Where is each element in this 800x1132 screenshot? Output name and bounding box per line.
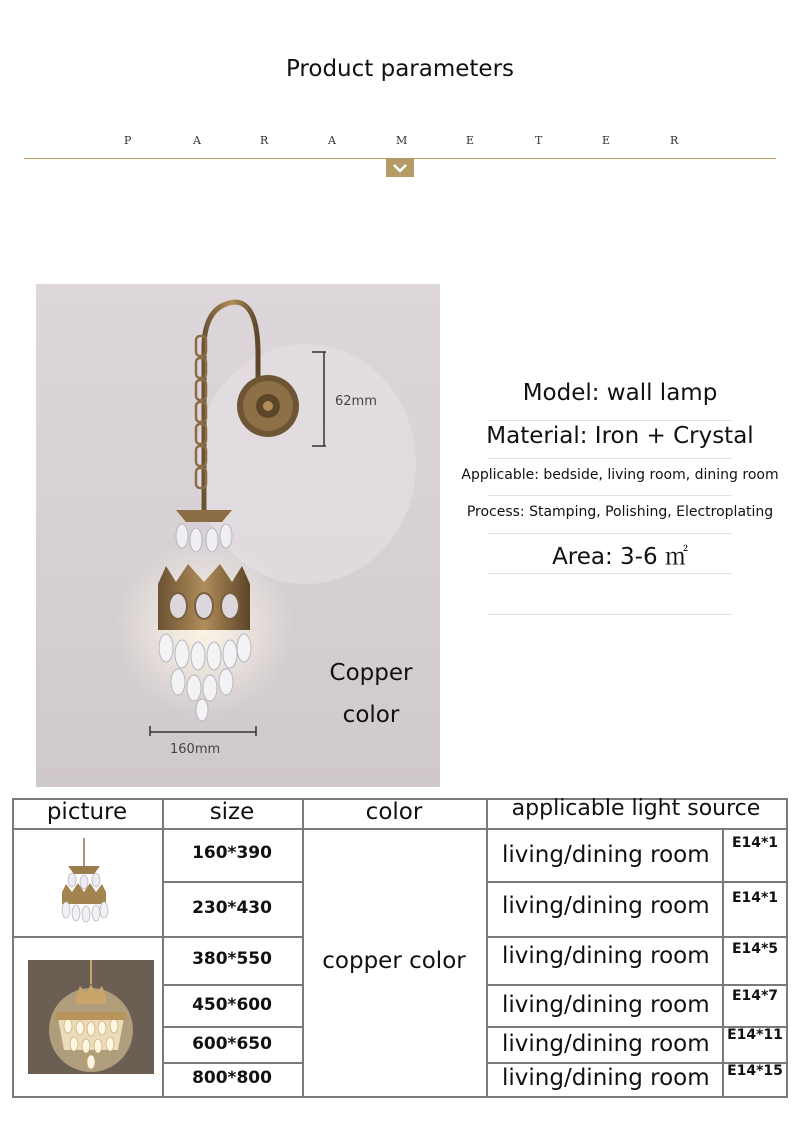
spec-divider [488,533,732,534]
color-value: copper color [322,948,466,974]
subtitle-letter: R [670,134,679,147]
small-lamp-thumbnail [34,838,134,928]
light-source-cell: E14*15 [727,1063,783,1079]
light-source-cell: E14*11 [727,1027,783,1043]
header-picture: picture [46,799,128,825]
large-chandelier-thumbnail [28,960,154,1074]
table-border [162,984,302,986]
size-cell: 450*600 [192,995,272,1015]
size-cell: 600*650 [192,1034,272,1054]
table-border [486,936,788,938]
table-border [786,798,788,1098]
spec-divider [488,614,732,615]
spec-material: Material: Iron + Crystal [486,423,754,449]
light-source-cell: E14*5 [731,941,779,957]
subtitle-letter: E [602,134,611,147]
color-label [316,652,426,736]
page-title: Product parameters [285,56,515,82]
table-border [486,798,488,1098]
table-border [162,881,302,883]
table-border [486,984,788,986]
spec-applicable: Applicable: bedside, living room, dining room [461,467,779,483]
room-cell: living/dining room [502,842,710,868]
spec-area: Area: 3-6 ㎡ [552,544,688,570]
light-source-cell: E14*1 [731,890,779,906]
table-border [12,1096,788,1098]
header-size: size [209,799,255,825]
parameter-subtitle [0,134,800,148]
size-cell: 380*550 [192,949,272,969]
subtitle-letter: M [396,134,408,147]
table-border [162,1026,302,1028]
table-border [12,936,302,938]
color-label-line2: color [342,702,400,728]
height-dimension-label: 62mm [335,394,377,409]
table-border [162,1062,302,1064]
color-label-line1: Copper [329,660,413,686]
table-border [486,881,788,883]
subtitle-letter: A [328,134,336,147]
subtitle-letter: R [260,134,269,147]
spec-divider [488,495,732,496]
header-light-source: applicable light source [511,796,761,821]
subtitle-letter: P [124,134,132,147]
spec-divider [488,573,732,574]
spec-divider [488,420,732,421]
room-cell: living/dining room [502,1065,710,1091]
subtitle-letter: A [193,134,201,147]
spec-divider [488,458,732,459]
subtitle-letter: E [466,134,475,147]
header-color: color [365,799,423,825]
table-border [12,798,14,1098]
size-cell: 160*390 [192,843,272,863]
room-cell: living/dining room [502,992,710,1018]
subtitle-letter: T [535,134,543,147]
room-cell: living/dining room [502,943,710,969]
light-source-cell: E14*7 [731,988,779,1004]
table-border [722,828,724,1098]
spec-model: Model: wall lamp [522,380,718,406]
size-cell: 800*800 [192,1068,272,1088]
light-source-cell: E14*1 [731,835,779,851]
room-cell: living/dining room [502,893,710,919]
room-cell: living/dining room [502,1031,710,1057]
spec-process: Process: Stamping, Polishing, Electroplating [466,504,774,520]
chevron-down-icon [386,159,414,177]
table-border [12,828,788,830]
size-cell: 230*430 [192,898,272,918]
width-dimension-label: 160mm [170,742,221,757]
